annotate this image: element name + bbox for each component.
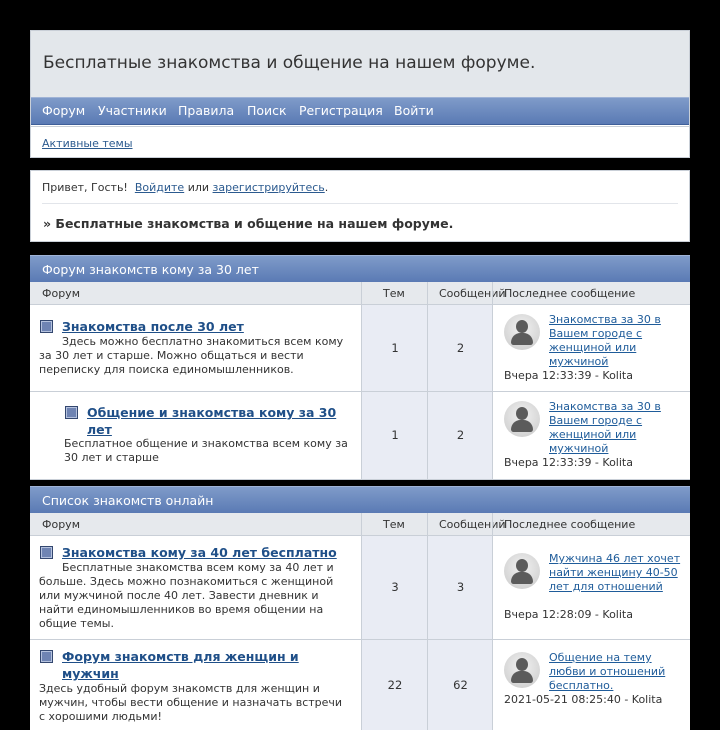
col-last: Последнее сообщение [504,287,636,300]
last-post-link[interactable]: Знакомства за 30 в Вашем городе с женщиной или мужчиной [549,400,661,455]
category-title[interactable]: Форум знакомств кому за 30 лет [42,262,259,277]
posts-count: 2 [456,341,465,355]
forum-title[interactable]: Знакомства кому за 40 лет бесплатно [62,545,337,560]
avatar [504,401,540,437]
forum-row [30,640,690,730]
posts-cell [427,392,493,479]
nav-register[interactable]: Регистрация [299,103,383,118]
forum-icon [40,546,53,559]
forum-icon [40,320,53,333]
forum-icon [40,650,53,663]
last-post-meta: Вчера 12:33:39 - Kolita [504,369,633,382]
forum-title[interactable]: Форум знакомств для женщин и мужчин [62,649,299,681]
forum-row [30,305,690,392]
last-post-cell [492,536,691,639]
topics-count: 3 [391,580,399,594]
category-block [30,255,690,480]
welcome-box [30,170,690,242]
forum-description: Здесь можно бесплатно знакомиться всем кому за 30 лет и старше. Можно общаться и вести переписку для поиска единомышленников. [39,335,344,376]
forum-row [30,536,690,640]
last-post-meta: Вчера 12:28:09 - Kolita [504,608,633,621]
welcome-line [42,181,328,194]
category-block [30,486,690,723]
forum-description: Бесплатные знакомства всем кому за 40 лет и больше. Здесь можно познакомиться с женщиной или мужчиной после 40 лет. Завести дневник и найти единомышленников во время общении на общие темы. [39,561,334,630]
category-header [30,486,690,513]
nav-members[interactable]: Участники [98,103,167,118]
nav-forum[interactable]: Форум [42,103,86,118]
active-topics-link[interactable]: Активные темы [42,137,133,150]
col-posts: Сообщений [439,518,506,531]
breadcrumb: » Бесплатные знакомства и общение на нашем форуме. [43,216,454,231]
avatar [504,314,540,350]
last-post-link[interactable]: Общение на тему любви и отношений бесплатно. [549,651,666,692]
col-last: Последнее сообщение [504,518,636,531]
column-header [30,282,690,305]
col-forum: Форум [42,287,80,300]
col-topics: Тем [383,518,405,531]
posts-cell [427,305,493,391]
nav-search[interactable]: Поиск [247,103,287,118]
nav-login[interactable]: Войти [394,103,434,118]
posts-count: 3 [456,580,465,594]
column-header [30,513,690,536]
topics-cell [361,392,428,479]
site-header [30,30,690,158]
sub-nav [31,126,689,158]
main-nav [31,97,689,125]
or-text: или [187,181,210,194]
category-title[interactable]: Список знакомств онлайн [42,493,214,508]
last-post-cell [492,392,691,479]
forum-icon [65,406,78,419]
last-post-cell [492,305,691,391]
greeting: Привет, Гость! [42,181,128,194]
last-post-link[interactable]: Мужчина 46 лет хочет найти женщину 40-50 лет для отношений [549,552,681,593]
col-posts: Сообщений [439,287,506,300]
forum-description: Здесь удобный форум знакомств для женщин и мужчин, чтобы вести общение и назначать встречи с хорошими людьми! [39,682,343,723]
forum-title[interactable]: Знакомства после 30 лет [62,319,244,334]
posts-count: 2 [456,428,465,442]
dot-text: . [324,181,329,194]
avatar [504,553,540,589]
forum-row [30,392,690,480]
topics-cell [361,305,428,391]
avatar [504,652,540,688]
topics-count: 1 [391,428,399,442]
forum-title[interactable]: Общение и знакомства кому за 30 лет [87,405,337,437]
nav-rules[interactable]: Правила [178,103,235,118]
col-forum: Форум [42,518,80,531]
login-link[interactable]: Войдите [134,181,185,194]
posts-cell [427,536,493,639]
title-bar [31,31,689,98]
last-post-meta: 2021-05-21 08:25:40 - Kolita [504,693,663,706]
col-topics: Тем [383,287,405,300]
posts-cell [427,640,493,730]
register-link[interactable]: зарегистрируйтесь [212,181,325,194]
topics-count: 1 [391,341,399,355]
divider [42,203,678,204]
category-header [30,255,690,282]
topics-cell [361,640,428,730]
last-post-link[interactable]: Знакомства за 30 в Вашем городе с женщиной или мужчиной [549,313,661,368]
topics-count: 22 [387,678,403,692]
posts-count: 62 [453,678,468,692]
site-title: Бесплатные знакомства и общение на нашем форуме. [43,53,536,73]
last-post-meta: Вчера 12:33:39 - Kolita [504,456,633,469]
forum-description: Бесплатное общение и знакомства всем кому за 30 лет и старше [64,437,348,464]
last-post-cell [492,640,691,730]
topics-cell [361,536,428,639]
